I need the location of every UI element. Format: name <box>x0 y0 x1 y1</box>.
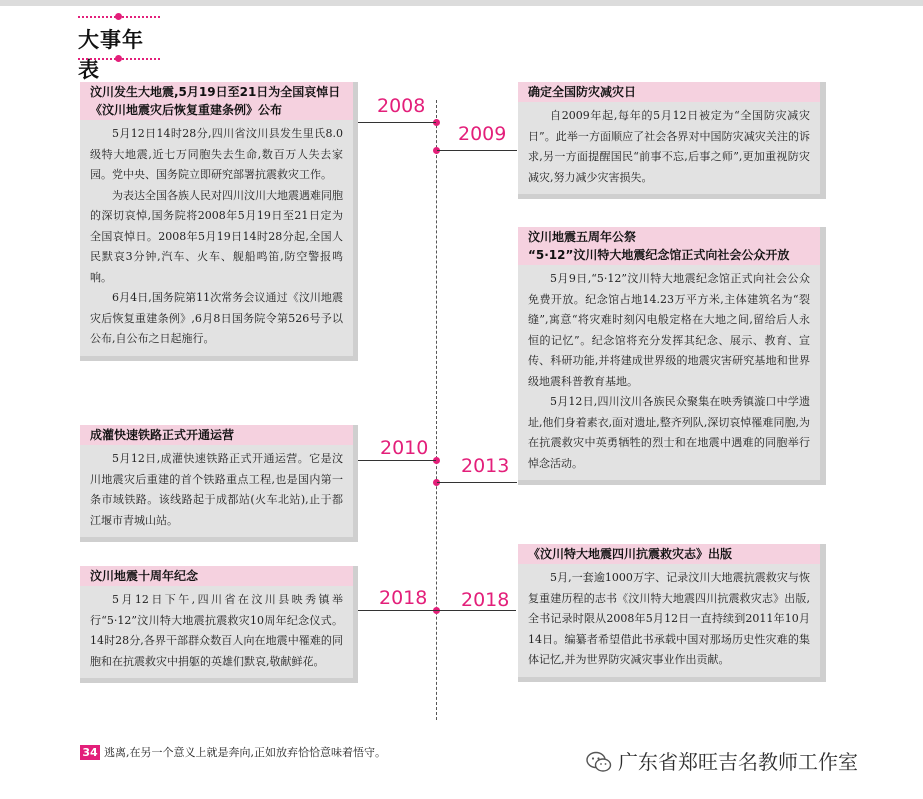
connector-2010 <box>358 460 436 461</box>
event-paragraph: 5月12日下午,四川省在汶川县映秀镇举行“5·12”汶川特大地震抗震救灾10周年纪念仪式。14时28分,各界干部群众数百人向在地震中罹难的同胞和在抗震救灾中捐躯的英雄们默哀,敬献鲜花。 <box>90 593 343 668</box>
year-label-2013: 2013 <box>461 455 510 477</box>
event-paragraph: 自2009年起,每年的5月12日被定为“全国防灾减灾日”。此举一方面顺应了社会各界对中国防灾减灾关注的诉求,另一方面提醒国民“前事不忘,后事之师”,更加重视防灾减灾,努力减少灾害损失。 <box>528 109 810 184</box>
year-label-2008: 2008 <box>377 95 426 117</box>
event-card-2010 <box>80 425 358 542</box>
connector-2013 <box>437 482 517 483</box>
year-label-2018-right: 2018 <box>461 589 510 611</box>
event-heading: 确定全国防灾减灾日 <box>518 82 820 102</box>
event-paragraph: 5月9日,“5·12”汶川特大地震纪念馆正式向社会公众免费开放。纪念馆占地14.23万平方米,主体建筑名为“裂缝”,寓意“将灾难时刻闪电般定格在大地之间,留给后人永恒的记忆”。纪念馆将充分发挥其纪念、展示、教育、宣传、科研功能,并将建成世界级的地震灾害研究基地和世界级地震科普教育基地。 <box>528 272 810 388</box>
event-heading: 《汶川特大地震四川抗震救灾志》出版 <box>518 544 820 564</box>
footer-quote: 逃离,在另一个意义上就是奔向,正如放弃恰恰意味着悟守。 <box>104 746 386 759</box>
connector-2009 <box>437 150 517 151</box>
event-paragraph: 6月4日,国务院第11次常务会议通过《汶川地震灾后恢复重建条例》,6月8日国务院令第526号予以公布,自公布之日起施行。 <box>90 291 343 345</box>
year-label-2009: 2009 <box>458 123 507 145</box>
event-body <box>518 265 820 480</box>
event-paragraph: 5月,一套逾1000万字、记录汶川大地震抗震救灾与恢复重建历程的志书《汶川特大地震四川抗震救灾志》出版,全书记录时限从2008年5月12日一直持续到2011年10月14日。编纂者希望借此书承载中国对那场历史性灾难的集体记忆,并为世界防灾减灾事业作出贡献。 <box>528 571 810 666</box>
page-title: 大事年表 <box>78 28 144 82</box>
title-dot-top <box>115 13 122 20</box>
event-body <box>518 564 820 677</box>
watermark <box>586 746 858 775</box>
event-card-2018-anniversary <box>80 566 358 683</box>
event-card-2008 <box>80 82 358 361</box>
title-block <box>78 14 160 82</box>
event-heading: 成灌快速铁路正式开通运营 <box>80 425 353 445</box>
year-label-2018-left: 2018 <box>379 587 428 609</box>
event-heading-line: “5·12”汶川特大地震纪念馆正式向社会公众开放 <box>528 248 790 262</box>
event-card-2009 <box>518 82 826 199</box>
event-body <box>518 102 820 194</box>
event-heading: 汶川地震十周年纪念 <box>80 566 353 586</box>
event-body <box>80 120 353 356</box>
event-card-2018-publication <box>518 544 826 682</box>
watermark-text: 广东省郑旺吉名教师工作室 <box>618 750 858 774</box>
timeline-axis <box>436 100 437 720</box>
year-label-2010: 2010 <box>380 437 429 459</box>
event-heading <box>80 82 353 120</box>
event-body <box>80 445 353 537</box>
event-card-2013 <box>518 227 826 485</box>
title-dot-bottom <box>115 55 122 62</box>
event-body <box>80 586 353 678</box>
event-heading-line: 汶川发生大地震,5月19日至21日为全国哀悼日 <box>90 85 341 99</box>
top-strip <box>0 0 923 6</box>
event-heading-line: 汶川地震五周年公祭 <box>528 230 637 244</box>
event-paragraph: 5月12日,四川汶川各族民众聚集在映秀镇漩口中学遗址,他们身着素衣,面对遗址,整齐列队,深切哀悼罹难同胞,为在抗震救灾中英勇牺牲的烈士和在地震中遇难的同胞举行悼念活动。 <box>528 395 810 470</box>
connector-2008 <box>358 122 436 123</box>
event-paragraph: 5月12日14时28分,四川省汶川县发生里氏8.0级特大地震,近七万同胞失去生命,数百万人失去家园。党中央、国务院立即研究部署抗震救灾工作。 <box>90 127 343 181</box>
wechat-icon <box>586 751 612 773</box>
event-paragraph: 5月12日,成灌快速铁路正式开通运营。它是汶川地震灾后重建的首个铁路重点工程,也是国内第一条市域铁路。该线路起于成都站(火车北站),止于都江堰市青城山站。 <box>90 452 343 527</box>
event-heading <box>518 227 820 265</box>
page-number: 34 <box>80 745 100 760</box>
event-paragraph: 为表达全国各族人民对四川汶川大地震遇难同胞的深切哀悼,国务院将2008年5月19日至21日定为全国哀悼日。2008年5月19日14时28分起,全国人民默哀3分钟,汽车、火车、舰船鸣笛,防空警报鸣响。 <box>90 188 343 284</box>
event-heading-line: 《汶川地震灾后恢复重建条例》公布 <box>90 103 283 117</box>
